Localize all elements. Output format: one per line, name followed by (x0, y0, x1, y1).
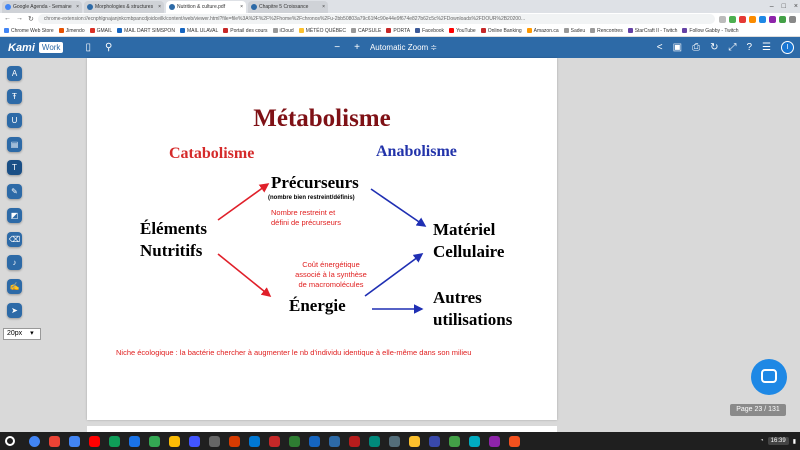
bookmark-icon (628, 28, 633, 33)
comment-tool-icon[interactable]: ▤ (7, 137, 22, 152)
signature-tool-icon[interactable]: ✍ (7, 279, 22, 294)
app-icon[interactable] (489, 436, 500, 447)
bookmark-item[interactable]: GMAIL (90, 28, 113, 34)
bookmark-icon (90, 28, 95, 33)
bookmark-star-icon[interactable] (719, 16, 726, 23)
kami-icon (251, 4, 257, 10)
page-indicator: Page 23 / 131 (730, 404, 786, 416)
bookmark-item[interactable]: Rencontres (590, 28, 623, 34)
bookmark-item[interactable]: MÉTÉO QUÉBEC (299, 28, 346, 34)
bookmark-icon (4, 28, 9, 33)
battery-icon: ▮ (792, 438, 796, 445)
kami-icon (87, 4, 93, 10)
settings-icon[interactable]: ☰ (762, 42, 771, 53)
shape-tool-icon[interactable]: ◩ (7, 208, 22, 223)
bookmark-icon (527, 28, 532, 33)
address-bar-row (0, 13, 800, 25)
bookmark-item[interactable]: PORTA (386, 28, 410, 34)
sidebar-toggle-icon[interactable]: ▯ (85, 42, 91, 53)
kami-icon (169, 4, 175, 10)
font-size-select[interactable]: 20px ▾ (3, 328, 41, 340)
tab-chapitre5[interactable]: Chapitre 5 Croissance × (248, 1, 328, 13)
arrow-elements-to-energie (218, 254, 270, 296)
catabolisme-label: Catabolisme (169, 145, 255, 162)
bookmark-icon (180, 28, 185, 33)
tab-agenda[interactable]: Google Agenda - Semaine × (2, 1, 82, 13)
bookmark-item[interactable]: StarCraft II - Twitch (628, 28, 678, 34)
save-icon[interactable]: ▣ (672, 42, 683, 53)
wifi-icon: ◔ (760, 438, 764, 444)
bookmark-icon (386, 28, 391, 33)
bookmark-icon (351, 28, 356, 33)
calendar-icon (5, 4, 11, 10)
docs-icon[interactable] (69, 436, 80, 447)
browser-tab-bar (0, 0, 800, 13)
bookmark-icon (590, 28, 595, 33)
sync-icon[interactable]: ↻ (710, 42, 719, 53)
bookmark-icon (299, 28, 304, 33)
app-icon[interactable] (309, 436, 320, 447)
bookmark-icon (449, 28, 454, 33)
chrome-icon[interactable] (29, 436, 40, 447)
bookmark-item[interactable]: Online Banking (481, 28, 522, 34)
extension-icon[interactable] (729, 16, 736, 23)
bookmark-item[interactable]: Facebook (415, 28, 444, 34)
youtube-icon[interactable] (89, 436, 100, 447)
help-icon[interactable]: ? (746, 42, 753, 53)
play-store-icon[interactable] (149, 436, 160, 447)
reload-icon[interactable]: ↻ (28, 16, 34, 23)
eraser-tool-icon[interactable]: ⌫ (7, 232, 22, 247)
annotation-tools (0, 58, 34, 428)
pdf-page[interactable] (87, 58, 557, 420)
quizlet-icon[interactable] (189, 436, 200, 447)
bookmark-icon (481, 28, 486, 33)
zoom-select[interactable]: Automatic Zoom ≑ (369, 43, 438, 52)
cout-energetique-note: Coût énergétique associé à la synthèse de macromolécules (295, 260, 367, 289)
close-tab-icon[interactable]: × (322, 4, 325, 10)
extension-icon[interactable] (749, 16, 756, 23)
extension-icon[interactable] (769, 16, 776, 23)
menu-dots-icon[interactable] (789, 16, 796, 23)
close-tab-icon[interactable]: × (76, 4, 79, 10)
underline-tool-icon[interactable]: U (7, 113, 22, 128)
chevron-down-icon: ▾ (30, 330, 34, 337)
close-tab-icon[interactable]: × (240, 4, 243, 10)
chat-icon (761, 369, 777, 383)
share-icon[interactable]: < (656, 42, 663, 53)
app-icon[interactable] (509, 436, 520, 447)
tab-morphologies[interactable]: Morphologies & structures × (84, 1, 164, 13)
materiel-cellulaire-label: Matériel Cellulaire (433, 220, 505, 261)
chat-button[interactable] (751, 359, 787, 395)
arrow-precurseurs-to-materiel (371, 189, 425, 226)
drive-icon[interactable] (109, 436, 120, 447)
app-icon[interactable] (389, 436, 400, 447)
shelf-apps (29, 436, 520, 447)
elements-nutritifs-label: Éléments Nutritifs (140, 219, 208, 260)
os-taskbar (0, 432, 800, 450)
bookmark-item[interactable]: Jimendo (59, 28, 85, 34)
pointer-tool-icon[interactable]: ➤ (7, 303, 22, 318)
bookmark-item[interactable]: CAPSULE (351, 28, 381, 34)
window-controls (770, 0, 798, 13)
maximize-icon[interactable]: □ (781, 3, 786, 10)
zoom-out-button[interactable]: − (334, 42, 341, 53)
page-title: Métabolisme (253, 105, 391, 132)
bookmark-item[interactable]: Sadeu (564, 28, 585, 34)
app-icon[interactable] (249, 436, 260, 447)
extension-icon[interactable] (759, 16, 766, 23)
forward-icon[interactable]: → (16, 15, 23, 22)
maps-icon[interactable] (169, 436, 180, 447)
precurseurs-subtitle: (nombre bien restreint/définis) (268, 195, 355, 201)
tab-nutrition[interactable]: Nutrition & culture.pdf × (166, 1, 246, 13)
files-icon[interactable] (129, 436, 140, 447)
close-tab-icon[interactable]: × (158, 4, 161, 10)
bookmark-icon (682, 28, 687, 33)
app-icon[interactable] (429, 436, 440, 447)
print-icon[interactable]: ⎙ (692, 42, 701, 53)
app-icon[interactable] (369, 436, 380, 447)
bookmark-icon (117, 28, 122, 33)
bookmark-icon (59, 28, 64, 33)
bookmark-item[interactable]: Chrome Web Store (4, 28, 54, 34)
bookmark-item[interactable]: MAIL DART SIMSPON (117, 28, 175, 34)
autres-utilisations-label: Autres utilisations (433, 288, 513, 329)
app-icon[interactable] (289, 436, 300, 447)
niche-ecologique-note: Niche écologique : la bactérie chercher à augmenter le nb d'individu identique à elle-même dans son milieu (116, 348, 472, 357)
search-icon[interactable]: ⚲ (104, 42, 113, 53)
extension-icons (715, 16, 800, 23)
kami-logo: Kami (8, 41, 35, 54)
kami-work-badge: Work (39, 42, 64, 53)
url-field[interactable]: chrome-extension://ecnphlgnajanjnkcmbpancdjoidceilk/content/web/viewer.html?file=file%3A%2F%2F%2Fhome%2Fchronos%2Fu-2bb50803a79c61f4c90e44e9f674e827b62c5c%2FDownloads%2FDOUR%2B20200... (38, 14, 715, 24)
text-box-tool-icon[interactable]: T (7, 160, 22, 175)
media-tool-icon[interactable]: ♪ (7, 255, 22, 270)
app-icon[interactable] (469, 436, 480, 447)
kami-icon[interactable] (329, 436, 340, 447)
zoom-in-button[interactable]: + (354, 42, 360, 53)
bookmark-item[interactable]: Portail des cours (223, 28, 267, 34)
kami-toolbar (0, 37, 800, 58)
app-icon[interactable] (409, 436, 420, 447)
avatar[interactable]: I (781, 41, 794, 54)
clock: 16:39 (768, 437, 789, 445)
minimize-icon[interactable]: – (769, 3, 774, 10)
bookmarks-bar (0, 25, 800, 37)
back-icon[interactable]: ← (4, 15, 11, 22)
restreint-note: Nombre restreint et défini de précurseurs (271, 208, 342, 227)
system-tray[interactable] (760, 435, 796, 447)
close-window-icon[interactable]: × (793, 3, 798, 10)
highlight-tool-icon[interactable]: Ŧ (7, 89, 22, 104)
app-icon[interactable] (349, 436, 360, 447)
bookmark-icon (564, 28, 569, 33)
app-icon[interactable] (209, 436, 220, 447)
drawing-tool-icon[interactable]: ✎ (7, 184, 22, 199)
app-icon[interactable] (269, 436, 280, 447)
extension-icon[interactable] (779, 16, 786, 23)
anabolisme-label: Anabolisme (376, 143, 457, 160)
select-text-tool-icon[interactable]: A (7, 66, 22, 81)
gmail-icon[interactable] (49, 436, 60, 447)
bookmark-icon (223, 28, 228, 33)
bookmark-icon (415, 28, 420, 33)
launcher-icon[interactable] (5, 436, 15, 446)
bookmark-item[interactable]: iCloud (273, 28, 294, 34)
precurseurs-label: Précurseurs (271, 173, 359, 192)
office-icon[interactable] (229, 436, 240, 447)
bookmark-item[interactable]: YouTube (449, 28, 476, 34)
extension-icon[interactable] (739, 16, 746, 23)
bookmark-item[interactable]: Follow Gabby - Twitch (682, 28, 738, 34)
bookmark-item[interactable]: MAIL ULAVAL (180, 28, 218, 34)
energie-label: Énergie (289, 296, 346, 315)
app-icon[interactable] (449, 436, 460, 447)
arrow-elements-to-precurseurs (218, 184, 268, 220)
bookmark-item[interactable]: Amazon.ca (527, 28, 559, 34)
bookmark-icon (273, 28, 278, 33)
fullscreen-icon[interactable]: ⤢ (728, 42, 737, 53)
